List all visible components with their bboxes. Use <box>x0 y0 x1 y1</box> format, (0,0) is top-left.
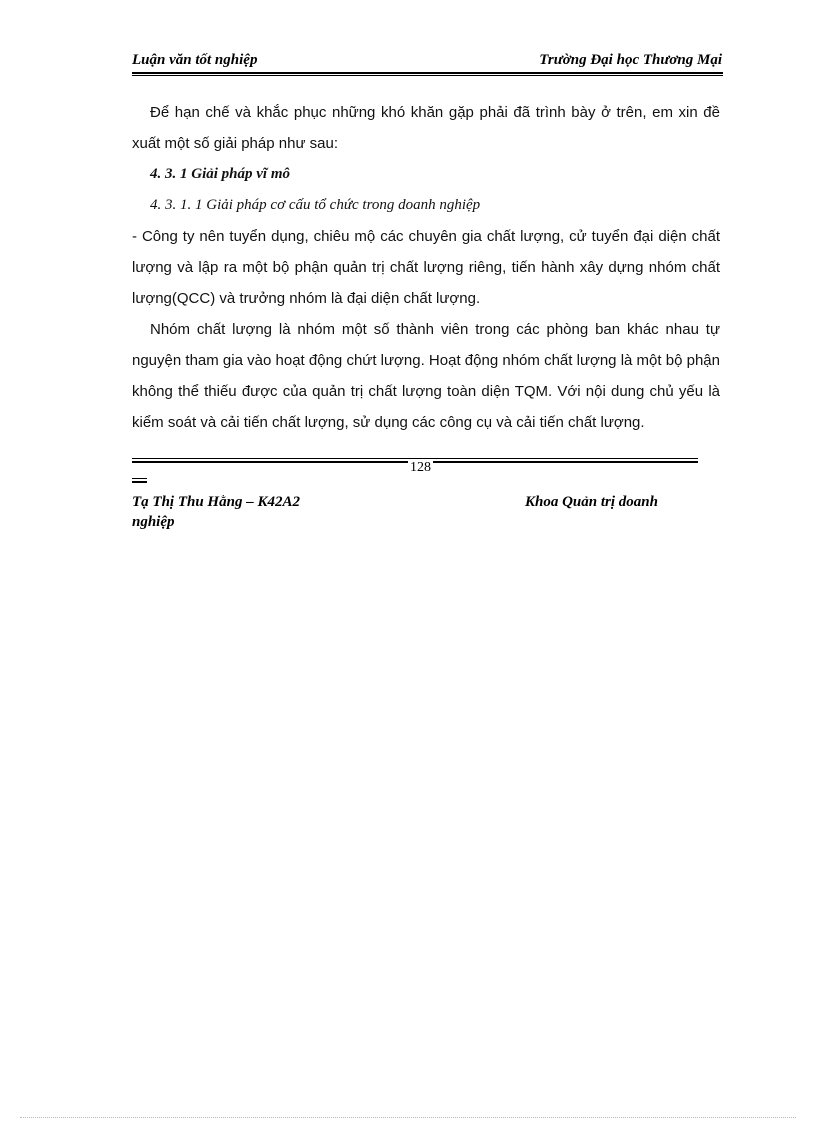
page-body <box>132 97 720 438</box>
header-university: Trường Đại học Thương Mại <box>539 52 722 68</box>
paragraph-recruitment: - Công ty nên tuyển dụng, chiêu mộ các chuyên gia chất lượng, cử tuyển đại diện chất lượng và lập ra một bộ phận quản trị chất lượng riêng, tiến hành xây dựng nhóm chất lượng(QCC) và trưởng nhóm là đại diện chất lượng. <box>132 228 720 307</box>
header-rule <box>132 72 723 74</box>
footer-department-cont: nghiệp <box>132 514 175 530</box>
header-rule-thin <box>132 75 723 76</box>
subsection-heading: 4. 3. 1. 1 Giải pháp cơ cấu tổ chức trong doanh nghiệp <box>150 197 481 213</box>
section-heading: 4. 3. 1 Giải pháp vĩ mô <box>150 166 291 182</box>
footer-department: Khoa Quản trị doanh <box>525 494 658 510</box>
intro-paragraph: Để hạn chế và khắc phục những khó khăn gặp phải đã trình bày ở trên, em xin đề xuất một số giải pháp như sau: <box>132 104 720 152</box>
footer-author <box>132 492 300 532</box>
header-thesis-label: Luận văn tốt nghiệp <box>132 52 258 68</box>
paragraph-quality-group: Nhóm chất lượng là nhóm một số thành viên trong các phòng ban khác nhau tự nguyện tham gia vào hoạt động chứt lượng. Hoạt động nhóm chất lượng là một bộ phận không thể thiếu được của quản trị chất lượng toàn diện TQM. Với nội dung chủ yếu là kiểm soát và cải tiến chất lượng, sử dụng các công cụ và cải tiến chất lượng. <box>132 321 720 431</box>
footer-author-name: Tạ Thị Thu Hằng – K42A2 <box>132 494 300 510</box>
page-number: 128 <box>410 460 431 475</box>
page-edge-divider <box>20 1117 796 1118</box>
